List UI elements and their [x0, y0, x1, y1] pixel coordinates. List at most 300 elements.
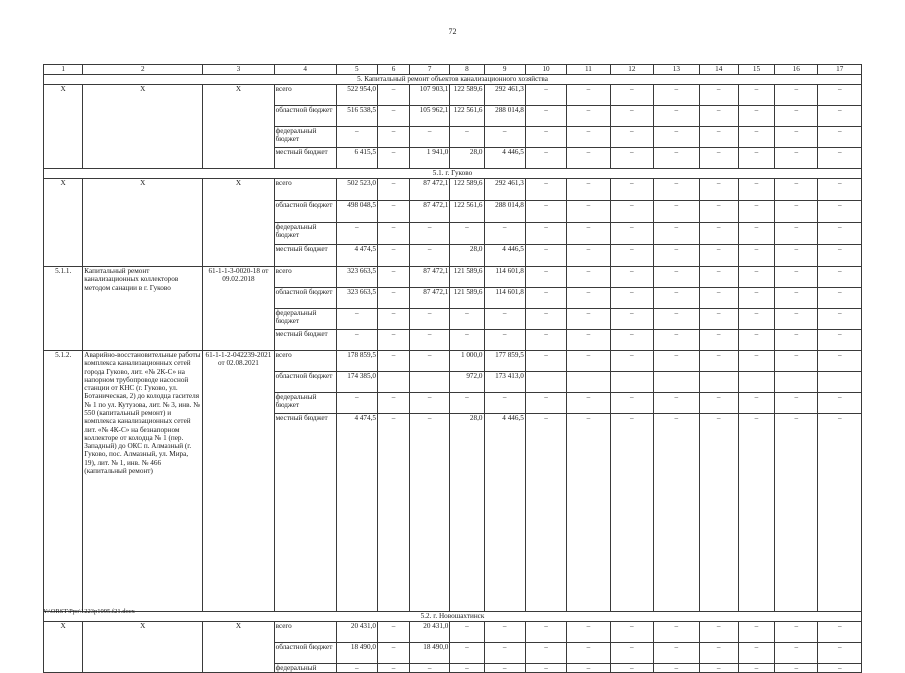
funding-source-cell: федеральный бюджет [274, 393, 336, 414]
funding-source-cell: областной бюджет [274, 372, 336, 393]
amount-cell: 1 000,0 [450, 351, 484, 372]
amount-cell: – [567, 106, 610, 127]
column-number: 13 [654, 65, 700, 75]
amount-cell: – [699, 643, 738, 664]
amount-cell: – [818, 85, 862, 106]
amount-cell: – [654, 127, 700, 148]
amount-cell: 122 589,6 [450, 85, 484, 106]
amount-cell: – [610, 664, 653, 673]
funding-source-cell: областной бюджет [274, 201, 336, 223]
funding-source-cell: областной бюджет [274, 106, 336, 127]
item-number-cell: 5.1.2. [44, 351, 83, 612]
funding-source-cell: местный бюджет [274, 414, 336, 612]
amount-cell: – [654, 85, 700, 106]
amount-cell: – [818, 245, 862, 267]
object-name-cell: Х [83, 85, 203, 169]
amount-cell: – [818, 414, 862, 612]
amount-cell: – [775, 393, 818, 414]
amount-cell: – [699, 309, 738, 330]
amount-cell: – [775, 414, 818, 612]
amount-cell: 114 601,8 [484, 288, 525, 309]
amount-cell: 498 048,5 [336, 201, 377, 223]
column-number: 1 [44, 65, 83, 75]
amount-cell: 114 601,8 [484, 267, 525, 288]
amount-cell: – [775, 267, 818, 288]
column-number: 2 [83, 65, 203, 75]
amount-cell: – [525, 393, 566, 414]
amount-cell: – [610, 393, 653, 414]
amount-cell: – [336, 664, 377, 673]
object-name-cell: Аварийно-восстановительные работы комплекса канализационных сетей города Гуково, лит. «№ 2К-С» на напорном трубопроводе насосной станции от КНС (г. Гуково, ул. Ботаническая, 2) до колодца гасителя № 1 по ул. Кутузова, лит. № 3, инв. № 550 (капитальный ремонт) и комплекса канализационных сетей лит. «№ 4К-С» на безнапорном коллекторе от колодца № 1 (пер. Западный) до ОКС п. Алмазный (г. Гуково, пос. Алмазный, ул. Мира, 19), лит. № 1, инв. № 466 (капитальный ремонт) [83, 351, 203, 612]
amount-cell: – [610, 245, 653, 267]
object-name-cell: Х [83, 622, 203, 673]
amount-cell: – [738, 309, 774, 330]
amount-cell [654, 372, 700, 393]
amount-cell: – [738, 393, 774, 414]
amount-cell: 4 474,5 [336, 414, 377, 612]
amount-cell [567, 372, 610, 393]
amount-cell: – [818, 179, 862, 201]
amount-cell [775, 372, 818, 393]
amount-cell: – [378, 148, 410, 169]
amount-cell: 6 415,5 [336, 148, 377, 169]
amount-cell: – [484, 127, 525, 148]
amount-cell: – [378, 179, 410, 201]
amount-cell: – [610, 330, 653, 351]
amount-cell: – [450, 309, 484, 330]
column-number: 6 [378, 65, 410, 75]
funding-source-cell: всего [274, 179, 336, 201]
amount-cell: 87 472,1 [410, 201, 450, 223]
amount-cell: – [567, 664, 610, 673]
amount-cell: – [525, 148, 566, 169]
amount-cell: 502 523,0 [336, 179, 377, 201]
amount-cell: – [818, 106, 862, 127]
amount-cell: – [378, 643, 410, 664]
amount-cell: – [410, 245, 450, 267]
funding-source-cell: всего [274, 351, 336, 372]
amount-cell: – [610, 106, 653, 127]
amount-cell: – [654, 622, 700, 643]
amount-cell: – [525, 664, 566, 673]
amount-cell: 87 472,1 [410, 288, 450, 309]
amount-cell: – [818, 622, 862, 643]
amount-cell: – [610, 148, 653, 169]
amount-cell: – [610, 643, 653, 664]
item-number-cell: Х [44, 622, 83, 673]
amount-cell: – [525, 179, 566, 201]
amount-cell: – [654, 148, 700, 169]
amount-cell: 1 941,0 [410, 148, 450, 169]
amount-cell: 516 538,5 [336, 106, 377, 127]
amount-cell: – [775, 148, 818, 169]
amount-cell: – [699, 127, 738, 148]
expertise-code-cell: 61-1-1-2-042239-2021 от 02.08.2021 [203, 351, 274, 612]
amount-cell: 323 663,5 [336, 267, 377, 288]
amount-cell: – [775, 223, 818, 245]
amount-cell: – [818, 643, 862, 664]
amount-cell: 122 561,6 [450, 106, 484, 127]
amount-cell: – [699, 85, 738, 106]
amount-cell: 323 663,5 [336, 288, 377, 309]
amount-cell: 522 954,0 [336, 85, 377, 106]
amount-cell: – [738, 127, 774, 148]
amount-cell: – [610, 267, 653, 288]
item-number-cell: Х [44, 179, 83, 267]
amount-cell: – [525, 351, 566, 372]
expertise-code-cell: Х [203, 179, 274, 267]
funding-source-cell: федеральный бюджет [274, 309, 336, 330]
amount-cell: – [610, 223, 653, 245]
amount-cell: – [654, 309, 700, 330]
amount-cell: – [567, 85, 610, 106]
amount-cell: – [525, 309, 566, 330]
amount-cell: – [378, 414, 410, 612]
amount-cell: – [654, 223, 700, 245]
section-title: 5.2. г. Новошахтинск [44, 612, 862, 622]
amount-cell: – [610, 85, 653, 106]
amount-cell: – [525, 201, 566, 223]
amount-cell: – [484, 643, 525, 664]
amount-cell: – [336, 223, 377, 245]
footer-file-path: Y:\ORST\Ppo\1223p1095.f21.docx [43, 608, 135, 615]
amount-cell: – [567, 622, 610, 643]
amount-cell: – [525, 106, 566, 127]
amount-cell: – [410, 393, 450, 414]
column-number: 17 [818, 65, 862, 75]
amount-cell: 18 490,0 [410, 643, 450, 664]
amount-cell: – [738, 148, 774, 169]
amount-cell: – [738, 245, 774, 267]
amount-cell: 288 014,8 [484, 106, 525, 127]
amount-cell: 20 431,0 [336, 622, 377, 643]
amount-cell: – [567, 223, 610, 245]
amount-cell: – [775, 179, 818, 201]
amount-cell: – [738, 201, 774, 223]
amount-cell: – [610, 414, 653, 612]
budget-table [43, 64, 862, 673]
amount-cell: – [738, 330, 774, 351]
page-number: 72 [448, 27, 457, 36]
amount-cell: – [567, 179, 610, 201]
amount-cell [738, 372, 774, 393]
amount-cell: 121 589,6 [450, 267, 484, 288]
amount-cell: – [410, 664, 450, 673]
amount-cell: – [738, 351, 774, 372]
amount-cell: 972,0 [450, 372, 484, 393]
amount-cell [818, 372, 862, 393]
amount-cell: – [450, 127, 484, 148]
amount-cell: – [567, 309, 610, 330]
column-number: 3 [203, 65, 274, 75]
amount-cell: 177 859,5 [484, 351, 525, 372]
amount-cell: – [525, 414, 566, 612]
table-row [44, 351, 862, 372]
amount-cell: – [450, 330, 484, 351]
amount-cell [525, 372, 566, 393]
item-number-cell: 5.1.1. [44, 267, 83, 351]
amount-cell: – [378, 223, 410, 245]
amount-cell: – [378, 330, 410, 351]
amount-cell: – [775, 643, 818, 664]
amount-cell: 87 472,1 [410, 267, 450, 288]
amount-cell: – [484, 309, 525, 330]
amount-cell: – [484, 393, 525, 414]
amount-cell: – [738, 179, 774, 201]
amount-cell: – [567, 643, 610, 664]
column-number: 15 [738, 65, 774, 75]
amount-cell: 178 859,5 [336, 351, 377, 372]
amount-cell: – [654, 267, 700, 288]
amount-cell: – [818, 288, 862, 309]
amount-cell: – [525, 622, 566, 643]
column-number: 12 [610, 65, 653, 75]
funding-source-cell: всего [274, 622, 336, 643]
column-number: 8 [450, 65, 484, 75]
amount-cell: – [450, 643, 484, 664]
amount-cell: – [410, 351, 450, 372]
amount-cell: 28,0 [450, 245, 484, 267]
amount-cell: – [738, 85, 774, 106]
amount-cell: – [567, 267, 610, 288]
amount-cell: 20 431,0 [410, 622, 450, 643]
amount-cell: – [775, 309, 818, 330]
amount-cell: – [699, 223, 738, 245]
amount-cell: 288 014,8 [484, 201, 525, 223]
amount-cell: – [525, 85, 566, 106]
amount-cell: – [818, 664, 862, 673]
amount-cell: – [484, 223, 525, 245]
amount-cell [699, 372, 738, 393]
amount-cell: – [525, 330, 566, 351]
amount-cell: – [699, 179, 738, 201]
amount-cell: – [567, 330, 610, 351]
amount-cell: – [410, 414, 450, 612]
amount-cell: 173 413,0 [484, 372, 525, 393]
amount-cell: – [378, 351, 410, 372]
section-title: 5.1. г. Гуково [44, 169, 862, 179]
amount-cell: – [775, 622, 818, 643]
amount-cell: – [818, 223, 862, 245]
column-number-row [44, 65, 862, 75]
amount-cell: – [336, 393, 377, 414]
amount-cell: – [699, 664, 738, 673]
amount-cell: – [699, 288, 738, 309]
section-row [44, 612, 862, 622]
amount-cell: – [738, 622, 774, 643]
amount-cell: – [378, 309, 410, 330]
amount-cell: 4 446,5 [484, 148, 525, 169]
amount-cell: – [378, 245, 410, 267]
amount-cell [378, 372, 410, 393]
amount-cell: – [484, 622, 525, 643]
amount-cell: 122 589,6 [450, 179, 484, 201]
expertise-code-cell: Х [203, 85, 274, 169]
amount-cell: – [818, 309, 862, 330]
amount-cell: 4 446,5 [484, 245, 525, 267]
amount-cell: – [450, 393, 484, 414]
table-row [44, 622, 862, 643]
amount-cell: – [610, 622, 653, 643]
amount-cell: – [378, 664, 410, 673]
amount-cell: – [775, 106, 818, 127]
amount-cell: – [775, 85, 818, 106]
funding-source-cell: местный бюджет [274, 330, 336, 351]
amount-cell: – [654, 393, 700, 414]
amount-cell: – [699, 330, 738, 351]
amount-cell: – [818, 267, 862, 288]
amount-cell: 292 461,3 [484, 85, 525, 106]
amount-cell: – [738, 664, 774, 673]
amount-cell: – [699, 201, 738, 223]
amount-cell: 107 903,1 [410, 85, 450, 106]
amount-cell: – [378, 267, 410, 288]
amount-cell: – [654, 643, 700, 664]
table-row [44, 267, 862, 288]
amount-cell: 174 385,0 [336, 372, 377, 393]
amount-cell: – [738, 223, 774, 245]
funding-source-cell: федеральный бюджет [274, 127, 336, 148]
column-number: 16 [775, 65, 818, 75]
amount-cell: – [610, 309, 653, 330]
amount-cell: – [525, 127, 566, 148]
amount-cell: – [775, 288, 818, 309]
table-row [44, 85, 862, 106]
amount-cell: – [567, 351, 610, 372]
amount-cell: – [775, 127, 818, 148]
amount-cell: – [818, 351, 862, 372]
amount-cell: 28,0 [450, 148, 484, 169]
amount-cell: – [610, 288, 653, 309]
amount-cell: – [525, 223, 566, 245]
amount-cell: – [699, 148, 738, 169]
amount-cell: – [654, 414, 700, 612]
amount-cell: – [378, 622, 410, 643]
amount-cell: – [654, 330, 700, 351]
item-number-cell: Х [44, 85, 83, 169]
column-number: 4 [274, 65, 336, 75]
amount-cell: – [610, 127, 653, 148]
amount-cell: – [738, 267, 774, 288]
amount-cell [610, 372, 653, 393]
funding-source-cell: областной бюджет [274, 288, 336, 309]
amount-cell: – [818, 148, 862, 169]
amount-cell: 4 474,5 [336, 245, 377, 267]
amount-cell: – [738, 106, 774, 127]
amount-cell: – [699, 393, 738, 414]
amount-cell: 87 472,1 [410, 179, 450, 201]
amount-cell: – [525, 245, 566, 267]
amount-cell: – [567, 414, 610, 612]
amount-cell: – [654, 351, 700, 372]
amount-cell: – [654, 106, 700, 127]
amount-cell: – [567, 288, 610, 309]
amount-cell: – [567, 245, 610, 267]
amount-cell: – [450, 223, 484, 245]
funding-source-cell: всего [274, 267, 336, 288]
amount-cell: – [484, 330, 525, 351]
amount-cell: – [378, 201, 410, 223]
column-number: 9 [484, 65, 525, 75]
amount-cell: – [525, 643, 566, 664]
amount-cell: – [654, 664, 700, 673]
amount-cell: – [378, 127, 410, 148]
amount-cell: – [378, 106, 410, 127]
column-number: 5 [336, 65, 377, 75]
amount-cell: – [699, 267, 738, 288]
column-number: 11 [567, 65, 610, 75]
funding-source-cell: местный бюджет [274, 245, 336, 267]
funding-source-cell: областной бюджет [274, 643, 336, 664]
amount-cell: – [738, 643, 774, 664]
amount-cell: – [336, 330, 377, 351]
object-name-cell: Х [83, 179, 203, 267]
funding-source-cell: всего [274, 85, 336, 106]
amount-cell: – [567, 201, 610, 223]
amount-cell: – [410, 309, 450, 330]
amount-cell: – [378, 393, 410, 414]
column-number: 7 [410, 65, 450, 75]
section-row [44, 75, 862, 85]
funding-source-cell: местный бюджет [274, 148, 336, 169]
amount-cell: 121 589,6 [450, 288, 484, 309]
amount-cell: – [336, 309, 377, 330]
amount-cell: – [818, 330, 862, 351]
amount-cell: – [410, 127, 450, 148]
amount-cell: – [567, 393, 610, 414]
amount-cell: – [775, 330, 818, 351]
amount-cell: 122 561,6 [450, 201, 484, 223]
amount-cell: – [610, 201, 653, 223]
column-number: 14 [699, 65, 738, 75]
section-title: 5. Капитальный ремонт объектов канализационного хозяйства [44, 75, 862, 85]
column-number: 10 [525, 65, 566, 75]
amount-cell: – [654, 179, 700, 201]
funding-source-cell: федеральный [274, 664, 336, 673]
amount-cell: – [450, 664, 484, 673]
amount-cell: – [699, 351, 738, 372]
expertise-code-cell: 61-1-1-3-0020-18 от 09.02.2018 [203, 267, 274, 351]
amount-cell: – [818, 201, 862, 223]
amount-cell: – [818, 393, 862, 414]
amount-cell: – [654, 288, 700, 309]
amount-cell: – [450, 622, 484, 643]
amount-cell: – [699, 245, 738, 267]
amount-cell: – [610, 351, 653, 372]
amount-cell: – [699, 622, 738, 643]
amount-cell: – [410, 330, 450, 351]
amount-cell: – [567, 127, 610, 148]
amount-cell: – [654, 201, 700, 223]
section-row [44, 169, 862, 179]
amount-cell: 105 962,1 [410, 106, 450, 127]
amount-cell: – [738, 414, 774, 612]
expertise-code-cell: Х [203, 622, 274, 673]
object-name-cell: Капитальный ремонт канализационных коллекторов методом санации в г. Гуково [83, 267, 203, 351]
amount-cell: – [567, 148, 610, 169]
amount-cell: – [738, 288, 774, 309]
amount-cell: – [525, 267, 566, 288]
amount-cell: – [410, 223, 450, 245]
amount-cell: – [818, 127, 862, 148]
amount-cell: – [699, 106, 738, 127]
amount-cell: – [484, 664, 525, 673]
table-row [44, 179, 862, 201]
amount-cell: – [525, 288, 566, 309]
amount-cell: – [775, 351, 818, 372]
amount-cell: 28,0 [450, 414, 484, 612]
amount-cell: – [378, 85, 410, 106]
